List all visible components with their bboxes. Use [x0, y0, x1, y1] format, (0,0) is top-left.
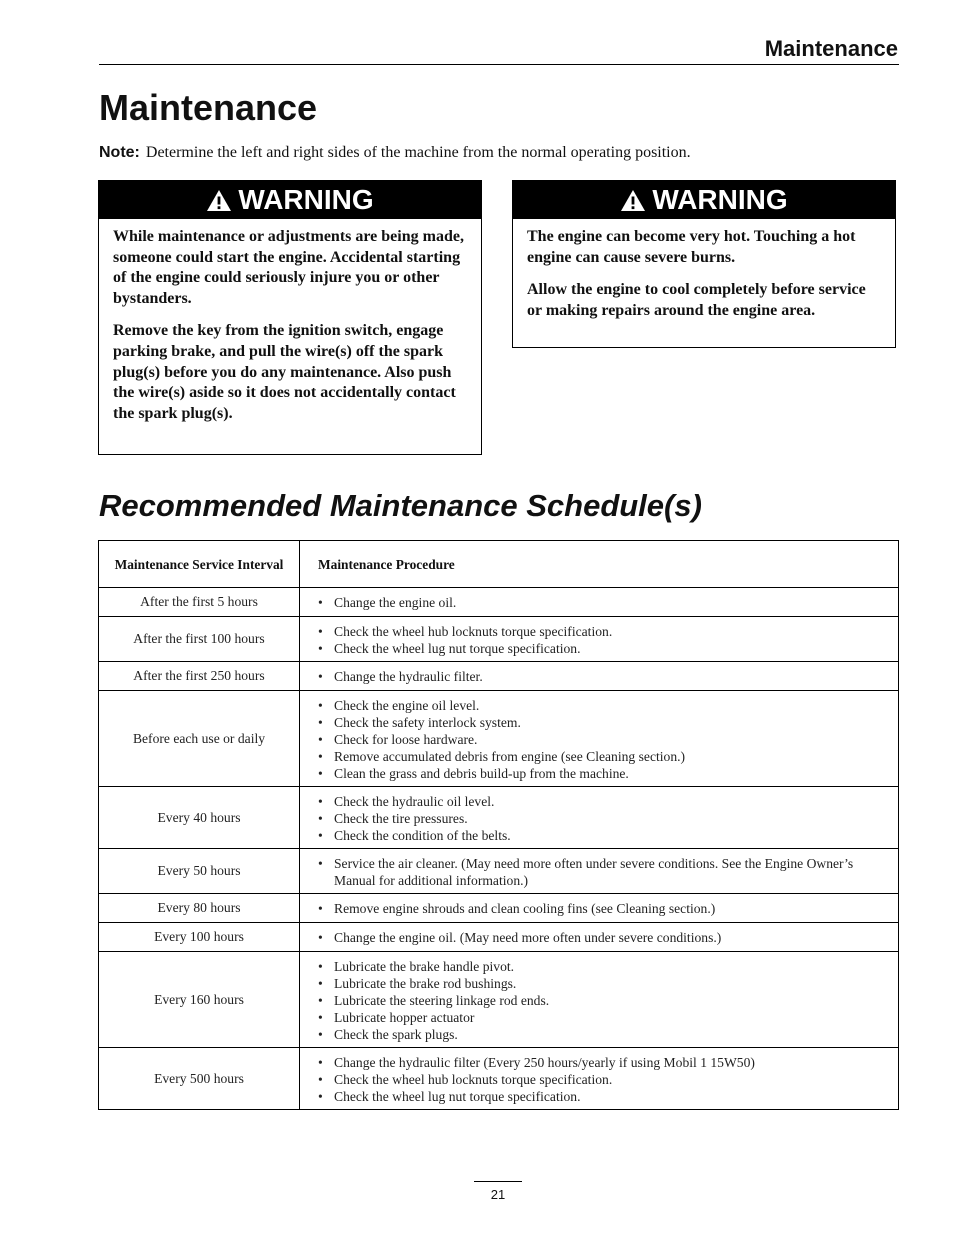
table-row: [99, 849, 899, 894]
procedure-item: • Check for loose hardware.: [318, 731, 890, 748]
procedure-item: • Lubricate the brake handle pivot.: [318, 958, 890, 975]
table-row: [99, 923, 899, 952]
procedure-list: [318, 594, 890, 611]
note: [99, 142, 691, 164]
procedure-item: • Change the hydraulic filter.: [318, 668, 890, 685]
warning-header: [99, 181, 481, 219]
procedure-list: [318, 793, 890, 844]
procedure-cell: [300, 923, 899, 952]
interval-cell: Every 40 hours: [99, 787, 300, 849]
procedure-list: [318, 623, 890, 657]
procedure-item: • Lubricate the brake rod bushings.: [318, 975, 890, 992]
warning-box-accidental-start: [98, 180, 482, 455]
table-row: [99, 952, 899, 1048]
table-row: [99, 662, 899, 691]
procedure-item: • Check the engine oil level.: [318, 697, 890, 714]
table-row: [99, 588, 899, 617]
procedure-cell: [300, 952, 899, 1048]
interval-cell: After the first 250 hours: [99, 662, 300, 691]
procedure-list: [318, 668, 890, 685]
procedure-item: • Change the engine oil.: [318, 594, 890, 611]
procedure-cell: [300, 1048, 899, 1110]
procedure-cell: [300, 787, 899, 849]
warning-paragraph: Remove the key from the ignition switch, engage parking brake, and pull the wire(s) off the spark plug(s) before you do any maintenance. Also push the wire(s) aside so it does not accidentally contact the spark plug(s).: [113, 322, 456, 422]
procedure-item: • Remove engine shrouds and clean cooling fins (see Cleaning section.): [318, 900, 890, 917]
procedure-item: • Lubricate the steering linkage rod ends.: [318, 992, 890, 1009]
procedure-cell: [300, 691, 899, 787]
table-row: [99, 691, 899, 787]
procedure-item: • Service the air cleaner. (May need more often under severe conditions. See the Engine Owner’s Manual for additional information.): [318, 855, 890, 889]
warning-title: WARNING: [652, 184, 788, 215]
procedure-item: • Check the tire pressures.: [318, 810, 890, 827]
procedure-item: • Check the safety interlock system.: [318, 714, 890, 731]
procedure-item: • Clean the grass and debris build-up from the machine.: [318, 765, 890, 782]
procedure-item: • Change the engine oil. (May need more often under severe conditions.): [318, 929, 890, 946]
table-row: [99, 617, 899, 662]
procedure-list: [318, 958, 890, 1043]
procedure-item: • Check the condition of the belts.: [318, 827, 890, 844]
interval-cell: Every 100 hours: [99, 923, 300, 952]
interval-cell: Before each use or daily: [99, 691, 300, 787]
procedure-list: [318, 1054, 890, 1105]
procedure-item: • Change the hydraulic filter (Every 250 hours/yearly if using Mobil 1 15W50): [318, 1054, 890, 1071]
section-title: Recommended Maintenance Schedule(s): [99, 488, 702, 523]
interval-cell: Every 80 hours: [99, 894, 300, 923]
procedure-cell: [300, 588, 899, 617]
procedure-item: • Check the wheel lug nut torque specification.: [318, 640, 890, 657]
warning-body: [513, 219, 895, 321]
procedure-cell: [300, 617, 899, 662]
procedure-list: [318, 929, 890, 946]
column-header-procedure: Maintenance Procedure: [300, 541, 899, 588]
warning-title: WARNING: [238, 184, 374, 215]
page-title: Maintenance: [99, 87, 318, 128]
warning-body: [99, 219, 481, 424]
procedure-item: • Check the spark plugs.: [318, 1026, 890, 1043]
procedure-item: • Check the wheel hub locknuts torque specification.: [318, 1071, 890, 1088]
warning-paragraph: The engine can become very hot. Touching a hot engine can cause severe burns.: [527, 228, 856, 266]
warning-triangle-icon: [206, 189, 232, 212]
note-text: Determine the left and right sides of the machine from the normal operating position.: [145, 144, 691, 161]
warning-box-hot-engine: [512, 180, 896, 348]
interval-cell: Every 500 hours: [99, 1048, 300, 1110]
procedure-cell: [300, 894, 899, 923]
column-header-interval: Maintenance Service Interval: [99, 541, 300, 588]
procedure-item: • Remove accumulated debris from engine (see Cleaning section.): [318, 748, 890, 765]
table-row: [99, 787, 899, 849]
running-header: [99, 34, 899, 65]
table-header-row: [99, 541, 899, 588]
schedule-body: [99, 588, 899, 1110]
running-header-title: Maintenance: [764, 36, 898, 61]
page-number: 21: [474, 1181, 522, 1202]
procedure-item: • Check the hydraulic oil level.: [318, 793, 890, 810]
procedure-item: • Lubricate hopper actuator: [318, 1009, 890, 1026]
table-row: [99, 894, 899, 923]
warning-header: [513, 181, 895, 219]
warning-paragraph: While maintenance or adjustments are being made, someone could start the engine. Accidental starting of the engine could seriously injure you or other bystanders.: [113, 228, 464, 307]
interval-cell: After the first 5 hours: [99, 588, 300, 617]
procedure-list: [318, 855, 890, 889]
procedure-item: • Check the wheel hub locknuts torque specification.: [318, 623, 890, 640]
procedure-item: • Check the wheel lug nut torque specification.: [318, 1088, 890, 1105]
maintenance-schedule-table: [98, 540, 899, 1110]
procedure-list: [318, 697, 890, 782]
procedure-cell: [300, 849, 899, 894]
note-label: Note:: [99, 144, 140, 161]
warning-triangle-icon: [620, 189, 646, 212]
interval-cell: Every 160 hours: [99, 952, 300, 1048]
interval-cell: After the first 100 hours: [99, 617, 300, 662]
table-row: [99, 1048, 899, 1110]
procedure-list: [318, 900, 890, 917]
warning-paragraph: Allow the engine to cool completely before service or making repairs around the engine area.: [527, 281, 866, 319]
interval-cell: Every 50 hours: [99, 849, 300, 894]
procedure-cell: [300, 662, 899, 691]
